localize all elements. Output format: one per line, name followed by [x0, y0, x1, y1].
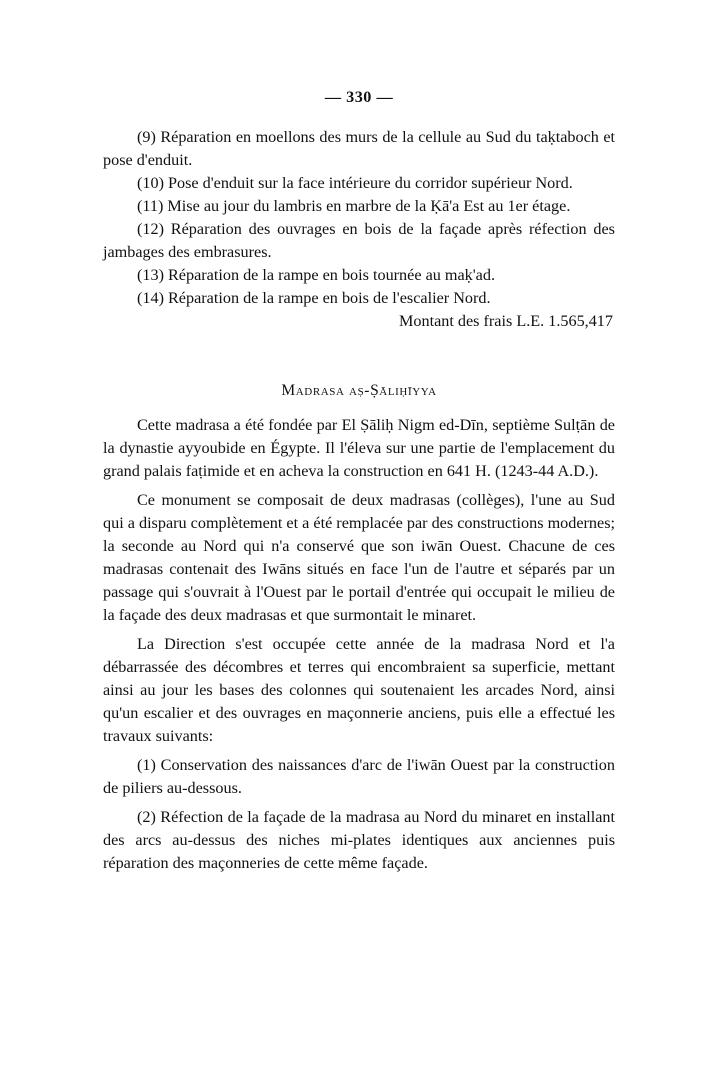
body-paragraph: (1) Conservation des naissances d'arc de l'iwān Ouest par la construction de piliers au-dessous.: [103, 756, 615, 797]
page-number: — 330 —: [324, 88, 394, 106]
body-paragraph: (2) Réfection de la façade de la madrasa au Nord du minaret en installant des arcs au-dessus des niches mi-plates identiques aux anciennes puis réparation des maçonneries de cette même façade.: [103, 808, 615, 872]
list-item: (13) Réparation de la rampe en bois tournée au maḳ'ad.: [137, 266, 496, 284]
list-item: (12) Réparation des ouvrages en bois de la façade après réfection des jambages des embrasures.: [103, 220, 615, 261]
document-page: [103, 86, 615, 875]
body-paragraph: Cette madrasa a été fondée par El Ṣāliḥ Nigm ed-Dīn, septième Sulṭān de la dynastie ayyoubide en Égypte. Il l'éleva sur une partie de l'emplacement du grand palais faṭimide et en acheva la construction en 641 H. (1243-44 A.D.).: [103, 416, 615, 480]
body-paragraph: La Direction s'est occupée cette année de la madrasa Nord et l'a débarrassée des décombres et terres qui encombraient sa superficie, mettant ainsi au jour les bases des colonnes qui soutenaient les arcades Nord, ainsi qu'un escalier et des ouvrages en maçonnerie anciens, puis elle a effectué les travaux suivants:: [103, 635, 615, 745]
list-item: (11) Mise au jour du lambris en marbre de la Ḳā'a Est au 1er étage.: [137, 197, 571, 215]
list-item: (14) Réparation de la rampe en bois de l'escalier Nord.: [137, 289, 491, 307]
total-cost: Montant des frais L.E. 1.565,417: [398, 312, 613, 330]
body-paragraph: Ce monument se composait de deux madrasas (collèges), l'une au Sud qui a disparu complètement et a été remplacée par des constructions modernes; la seconde au Nord qui n'a conservé que son iwān Ouest. Chacune de ces madrasas contenait des Iwāns situés en face l'un de l'autre et séparés par un passage qui s'ouvrait à l'Ouest par le portail d'entrée qui occupait le milieu de la façade des deux madrasas et que surmontait le minaret.: [103, 491, 615, 624]
section-title: Madrasa aṣ-Ṣāliḥīyya: [281, 382, 437, 399]
list-item: (10) Pose d'enduit sur la face intérieure du corridor supérieur Nord.: [137, 174, 573, 192]
list-item: (9) Réparation en moellons des murs de la cellule au Sud du taḳtaboch et pose d'enduit.: [103, 128, 616, 169]
